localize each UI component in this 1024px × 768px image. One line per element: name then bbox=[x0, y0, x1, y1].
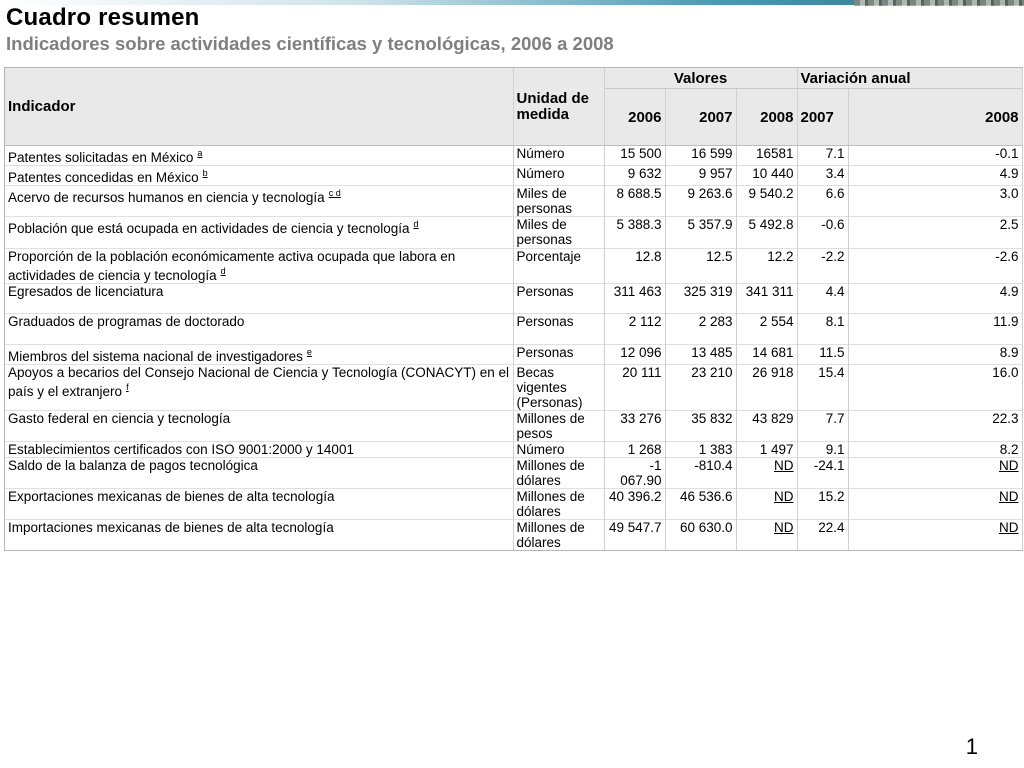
cell-value-2008-text: 12.2 bbox=[767, 249, 794, 264]
cell-variation-2007 bbox=[797, 442, 848, 458]
table-row bbox=[5, 442, 1022, 458]
cell-value-2006 bbox=[604, 365, 665, 411]
slide-title: Cuadro resumen bbox=[6, 4, 200, 31]
cell-value-2006-text: 5 388.3 bbox=[616, 217, 662, 232]
cell-variation-2008-text: 22.3 bbox=[992, 411, 1019, 426]
header-variation-2007: 2007 bbox=[797, 89, 848, 146]
table-row bbox=[5, 284, 1022, 314]
cell-variation-2007-text: 7.1 bbox=[825, 146, 845, 161]
header-unit: Unidad de medida bbox=[513, 68, 604, 146]
cell-unit-text: Becas vigentes (Personas) bbox=[516, 365, 583, 410]
cell-value-2007 bbox=[665, 458, 736, 489]
cell-value-2008 bbox=[736, 217, 797, 249]
indicator-text: Saldo de la balanza de pagos tecnológica bbox=[8, 458, 258, 473]
cell-indicator bbox=[5, 186, 513, 217]
cell-unit-text: Millones de dólares bbox=[516, 489, 585, 519]
cell-unit-text: Número bbox=[516, 146, 565, 161]
cell-variation-2007 bbox=[797, 186, 848, 217]
cell-variation-2008 bbox=[848, 442, 1022, 458]
cell-variation-2007 bbox=[797, 249, 848, 284]
header-values-2006: 2006 bbox=[604, 89, 665, 146]
cell-value-2007-text: 35 832 bbox=[691, 411, 733, 426]
cell-value-2006-text: 12 096 bbox=[620, 345, 662, 360]
cell-indicator bbox=[5, 249, 513, 284]
cell-unit bbox=[513, 249, 604, 284]
indicator-text: Importaciones mexicanas de bienes de alta tecnología bbox=[8, 520, 334, 535]
cell-variation-2008 bbox=[848, 489, 1022, 520]
cell-variation-2008-text: 11.9 bbox=[993, 314, 1019, 329]
cell-variation-2008 bbox=[848, 166, 1022, 186]
cell-variation-2008 bbox=[848, 146, 1022, 166]
cell-value-2006 bbox=[604, 186, 665, 217]
indicator-text: Acervo de recursos humanos en ciencia y tecnología bbox=[8, 190, 325, 205]
table-row bbox=[5, 411, 1022, 442]
summary-table-container bbox=[4, 67, 1023, 551]
cell-variation-2007-text: 9.1 bbox=[825, 442, 845, 457]
cell-value-2008-text: 26 918 bbox=[752, 365, 794, 380]
cell-value-2008 bbox=[736, 520, 797, 551]
cell-value-2008-text: 1 497 bbox=[759, 442, 794, 457]
cell-value-2007 bbox=[665, 520, 736, 551]
cell-value-2006 bbox=[604, 314, 665, 345]
cell-value-2006-text: 20 111 bbox=[622, 365, 662, 380]
cell-unit bbox=[513, 411, 604, 442]
cell-variation-2007-text: -0.6 bbox=[821, 217, 845, 232]
cell-variation-2008 bbox=[848, 458, 1022, 489]
table-row bbox=[5, 166, 1022, 186]
cell-variation-2007 bbox=[797, 411, 848, 442]
cell-variation-2007 bbox=[797, 345, 848, 365]
cell-value-2006-text: 15 500 bbox=[620, 146, 662, 161]
cell-value-2007-text: 16 599 bbox=[691, 146, 733, 161]
header-variation-group: Variación anual bbox=[797, 68, 1022, 89]
cell-indicator bbox=[5, 520, 513, 551]
cell-unit-text: Millones de pesos bbox=[516, 411, 585, 441]
cell-value-2008-text: 2 554 bbox=[759, 314, 794, 329]
cell-value-2008 bbox=[736, 186, 797, 217]
table-row bbox=[5, 365, 1022, 411]
cell-value-2007-text: 5 357.9 bbox=[687, 217, 733, 232]
table-row bbox=[5, 489, 1022, 520]
indicator-text: Establecimientos certificados con ISO 9001:2000 y 14001 bbox=[8, 442, 354, 457]
table-row bbox=[5, 314, 1022, 345]
page-number: 1 bbox=[965, 734, 978, 759]
cell-value-2008 bbox=[736, 166, 797, 186]
cell-value-2007 bbox=[665, 146, 736, 166]
cell-unit-text: Millones de dólares bbox=[516, 458, 585, 488]
cell-variation-2007 bbox=[797, 146, 848, 166]
cell-unit-text: Porcentaje bbox=[516, 249, 582, 264]
summary-table bbox=[5, 68, 1023, 550]
cell-indicator bbox=[5, 314, 513, 345]
cell-unit-text: Número bbox=[516, 442, 565, 457]
cell-unit bbox=[513, 442, 604, 458]
cell-variation-2007-text: -24.1 bbox=[813, 458, 845, 473]
cell-variation-2008-text: 2.5 bbox=[999, 217, 1019, 232]
cell-unit bbox=[513, 345, 604, 365]
indicator-text: Exportaciones mexicanas de bienes de alta tecnología bbox=[8, 489, 335, 504]
cell-unit-text: Miles de personas bbox=[516, 186, 573, 216]
cell-value-2006-text: 2 112 bbox=[628, 314, 662, 329]
cell-value-2007 bbox=[665, 166, 736, 186]
cell-value-2006-text: 1 268 bbox=[627, 442, 662, 457]
cell-value-2007-text: 60 630.0 bbox=[679, 520, 733, 535]
cell-value-2008 bbox=[736, 146, 797, 166]
cell-value-2007 bbox=[665, 365, 736, 411]
cell-value-2007-text: -810.4 bbox=[694, 458, 733, 473]
cell-value-2006 bbox=[604, 442, 665, 458]
indicator-text: Egresados de licenciatura bbox=[8, 284, 164, 299]
cell-variation-2007 bbox=[797, 314, 848, 345]
footnote-marker: e bbox=[306, 347, 312, 357]
cell-variation-2007-text: 22.4 bbox=[818, 520, 845, 535]
cell-value-2006 bbox=[604, 166, 665, 186]
cell-indicator bbox=[5, 458, 513, 489]
table-row bbox=[5, 458, 1022, 489]
cell-value-2008-text: 10 440 bbox=[752, 166, 794, 181]
cell-indicator bbox=[5, 489, 513, 520]
cell-variation-2008 bbox=[848, 365, 1022, 411]
cell-value-2008 bbox=[736, 458, 797, 489]
cell-value-2006-text: 311 463 bbox=[613, 284, 662, 299]
cell-variation-2007 bbox=[797, 284, 848, 314]
indicator-text: Patentes solicitadas en México bbox=[8, 150, 194, 165]
cell-variation-2007-text: 15.4 bbox=[818, 365, 845, 380]
cell-variation-2008 bbox=[848, 314, 1022, 345]
cell-unit bbox=[513, 166, 604, 186]
cell-indicator bbox=[5, 411, 513, 442]
cell-value-2008-text: 14 681 bbox=[752, 345, 794, 360]
cell-value-2006 bbox=[604, 345, 665, 365]
header-variation-2008: 2008 bbox=[848, 89, 1022, 146]
cell-value-2008-text: 43 829 bbox=[752, 411, 794, 426]
cell-value-2006 bbox=[604, 489, 665, 520]
cell-unit bbox=[513, 314, 604, 345]
cell-value-2008 bbox=[736, 314, 797, 345]
cell-variation-2008 bbox=[848, 411, 1022, 442]
cell-value-2007-text: 2 283 bbox=[698, 314, 733, 329]
cell-unit bbox=[513, 284, 604, 314]
cell-value-2006-text: 8 688.5 bbox=[616, 186, 662, 201]
cell-variation-2008-text: ND bbox=[999, 520, 1019, 535]
cell-value-2006-text: 12.8 bbox=[635, 249, 662, 264]
cell-unit bbox=[513, 186, 604, 217]
cell-value-2007 bbox=[665, 284, 736, 314]
indicator-text: Población que está ocupada en actividades de ciencia y tecnología bbox=[8, 221, 410, 236]
cell-variation-2007 bbox=[797, 520, 848, 551]
cell-value-2007 bbox=[665, 345, 736, 365]
cell-value-2008 bbox=[736, 489, 797, 520]
cell-value-2007 bbox=[665, 411, 736, 442]
cell-value-2007 bbox=[665, 249, 736, 284]
cell-variation-2008-text: -0.1 bbox=[995, 146, 1019, 161]
cell-value-2008-text: 341 311 bbox=[745, 284, 794, 299]
cell-unit-text: Personas bbox=[516, 284, 574, 299]
cell-variation-2008-text: -2.6 bbox=[995, 249, 1019, 264]
cell-variation-2008-text: 16.0 bbox=[992, 365, 1019, 380]
cell-value-2006-text: 49 547.7 bbox=[608, 520, 662, 535]
cell-value-2008 bbox=[736, 365, 797, 411]
header-values-2008: 2008 bbox=[736, 89, 797, 146]
cell-value-2008-text: ND bbox=[774, 458, 794, 473]
cell-variation-2007-text: 6.6 bbox=[825, 186, 845, 201]
cell-variation-2008-text: 3.0 bbox=[999, 186, 1019, 201]
cell-variation-2008 bbox=[848, 520, 1022, 551]
cell-unit-text: Personas bbox=[516, 314, 574, 329]
cell-indicator bbox=[5, 284, 513, 314]
indicator-text: Apoyos a becarios del Consejo Nacional de Ciencia y Tecnología (CONACYT) en el país y el extranjero bbox=[8, 365, 510, 399]
cell-variation-2007-text: 7.7 bbox=[825, 411, 845, 426]
cell-variation-2007-text: -2.2 bbox=[821, 249, 845, 264]
cell-value-2008-text: 16581 bbox=[755, 146, 794, 161]
cell-variation-2007 bbox=[797, 217, 848, 249]
cell-variation-2008-text: 8.9 bbox=[999, 345, 1019, 360]
cell-indicator bbox=[5, 146, 513, 166]
cell-unit bbox=[513, 489, 604, 520]
cell-variation-2007 bbox=[797, 489, 848, 520]
cell-variation-2007 bbox=[797, 458, 848, 489]
cell-unit-text: Número bbox=[516, 166, 565, 181]
table-row bbox=[5, 146, 1022, 166]
cell-value-2008 bbox=[736, 442, 797, 458]
cell-unit bbox=[513, 146, 604, 166]
cell-value-2007-text: 9 957 bbox=[698, 166, 733, 181]
cell-unit-text: Millones de dólares bbox=[516, 520, 585, 550]
table-row bbox=[5, 345, 1022, 365]
cell-variation-2007-text: 3.4 bbox=[825, 166, 845, 181]
cell-value-2008-text: ND bbox=[774, 489, 794, 504]
footnote-marker: f bbox=[126, 382, 129, 392]
footnote-marker: b bbox=[202, 168, 208, 178]
cell-unit-text: Miles de personas bbox=[516, 217, 573, 247]
cell-unit bbox=[513, 458, 604, 489]
cell-value-2007 bbox=[665, 442, 736, 458]
footnote-marker: d bbox=[220, 266, 226, 276]
table-row bbox=[5, 249, 1022, 284]
cell-value-2007 bbox=[665, 217, 736, 249]
cell-unit-text: Personas bbox=[516, 345, 574, 360]
cell-indicator bbox=[5, 365, 513, 411]
cell-value-2007-text: 13 485 bbox=[691, 345, 733, 360]
cell-value-2008-text: 5 492.8 bbox=[748, 217, 794, 232]
cell-value-2007 bbox=[665, 186, 736, 217]
cell-variation-2008-text: ND bbox=[999, 489, 1019, 504]
cell-value-2007-text: 46 536.6 bbox=[679, 489, 733, 504]
cell-value-2006-text: 40 396.2 bbox=[608, 489, 662, 504]
cell-variation-2008-text: 4.9 bbox=[999, 284, 1019, 299]
indicator-text: Graduados de programas de doctorado bbox=[8, 314, 245, 329]
cell-value-2008-text: 9 540.2 bbox=[748, 186, 794, 201]
cell-value-2006 bbox=[604, 458, 665, 489]
header-values-group: Valores bbox=[604, 68, 797, 89]
cell-indicator bbox=[5, 442, 513, 458]
slide-subtitle: Indicadores sobre actividades científicas y tecnológicas, 2006 a 2008 bbox=[6, 33, 614, 54]
cell-value-2006 bbox=[604, 520, 665, 551]
cell-value-2007-text: 12.5 bbox=[706, 249, 733, 264]
cell-value-2007 bbox=[665, 489, 736, 520]
table-row bbox=[5, 217, 1022, 249]
cell-value-2008 bbox=[736, 249, 797, 284]
header-decoration bbox=[854, 0, 1024, 6]
cell-indicator bbox=[5, 217, 513, 249]
cell-value-2007-text: 9 263.6 bbox=[687, 186, 733, 201]
cell-value-2007-text: 325 319 bbox=[683, 284, 733, 299]
cell-value-2006 bbox=[604, 411, 665, 442]
cell-unit bbox=[513, 217, 604, 249]
table-row bbox=[5, 520, 1022, 551]
cell-variation-2008 bbox=[848, 186, 1022, 217]
cell-variation-2008 bbox=[848, 249, 1022, 284]
cell-value-2006 bbox=[604, 249, 665, 284]
cell-value-2006-text: -1 067.90 bbox=[620, 458, 662, 488]
cell-variation-2007-text: 8.1 bbox=[825, 314, 845, 329]
cell-variation-2008-text: 8.2 bbox=[999, 442, 1019, 457]
cell-variation-2008 bbox=[848, 217, 1022, 249]
cell-variation-2007-text: 15.2 bbox=[818, 489, 845, 504]
cell-variation-2008 bbox=[848, 284, 1022, 314]
cell-value-2007-text: 1 383 bbox=[698, 442, 733, 457]
cell-value-2006 bbox=[604, 217, 665, 249]
cell-value-2006 bbox=[604, 146, 665, 166]
cell-variation-2008-text: 4.9 bbox=[999, 166, 1019, 181]
indicator-text: Proporción de la población económicamente activa ocupada que labora en actividades de ciencia y tecnología bbox=[8, 249, 456, 283]
indicator-text: Miembros del sistema nacional de investigadores bbox=[8, 349, 303, 364]
cell-value-2006 bbox=[604, 284, 665, 314]
header-values-2007: 2007 bbox=[665, 89, 736, 146]
cell-value-2007-text: 23 210 bbox=[691, 365, 733, 380]
footnote-marker: a bbox=[197, 148, 203, 158]
header-indicator: Indicador bbox=[5, 68, 513, 146]
table-row bbox=[5, 186, 1022, 217]
cell-value-2008 bbox=[736, 411, 797, 442]
cell-value-2008-text: ND bbox=[774, 520, 794, 535]
cell-variation-2007 bbox=[797, 166, 848, 186]
cell-indicator bbox=[5, 166, 513, 186]
indicator-text: Patentes concedidas en México bbox=[8, 170, 199, 185]
table-body bbox=[5, 146, 1022, 551]
cell-variation-2008 bbox=[848, 345, 1022, 365]
cell-variation-2007-text: 4.4 bbox=[825, 284, 845, 299]
cell-value-2008 bbox=[736, 345, 797, 365]
indicator-text: Gasto federal en ciencia y tecnología bbox=[8, 411, 231, 426]
cell-value-2006-text: 33 276 bbox=[620, 411, 662, 426]
footnote-marker: d bbox=[413, 219, 419, 229]
cell-value-2007 bbox=[665, 314, 736, 345]
cell-unit bbox=[513, 365, 604, 411]
cell-indicator bbox=[5, 345, 513, 365]
footnote-marker: c d bbox=[328, 188, 341, 198]
cell-unit bbox=[513, 520, 604, 551]
cell-value-2008 bbox=[736, 284, 797, 314]
cell-variation-2007-text: 11.5 bbox=[819, 345, 845, 360]
cell-variation-2007 bbox=[797, 365, 848, 411]
cell-value-2006-text: 9 632 bbox=[627, 166, 662, 181]
cell-variation-2008-text: ND bbox=[999, 458, 1019, 473]
